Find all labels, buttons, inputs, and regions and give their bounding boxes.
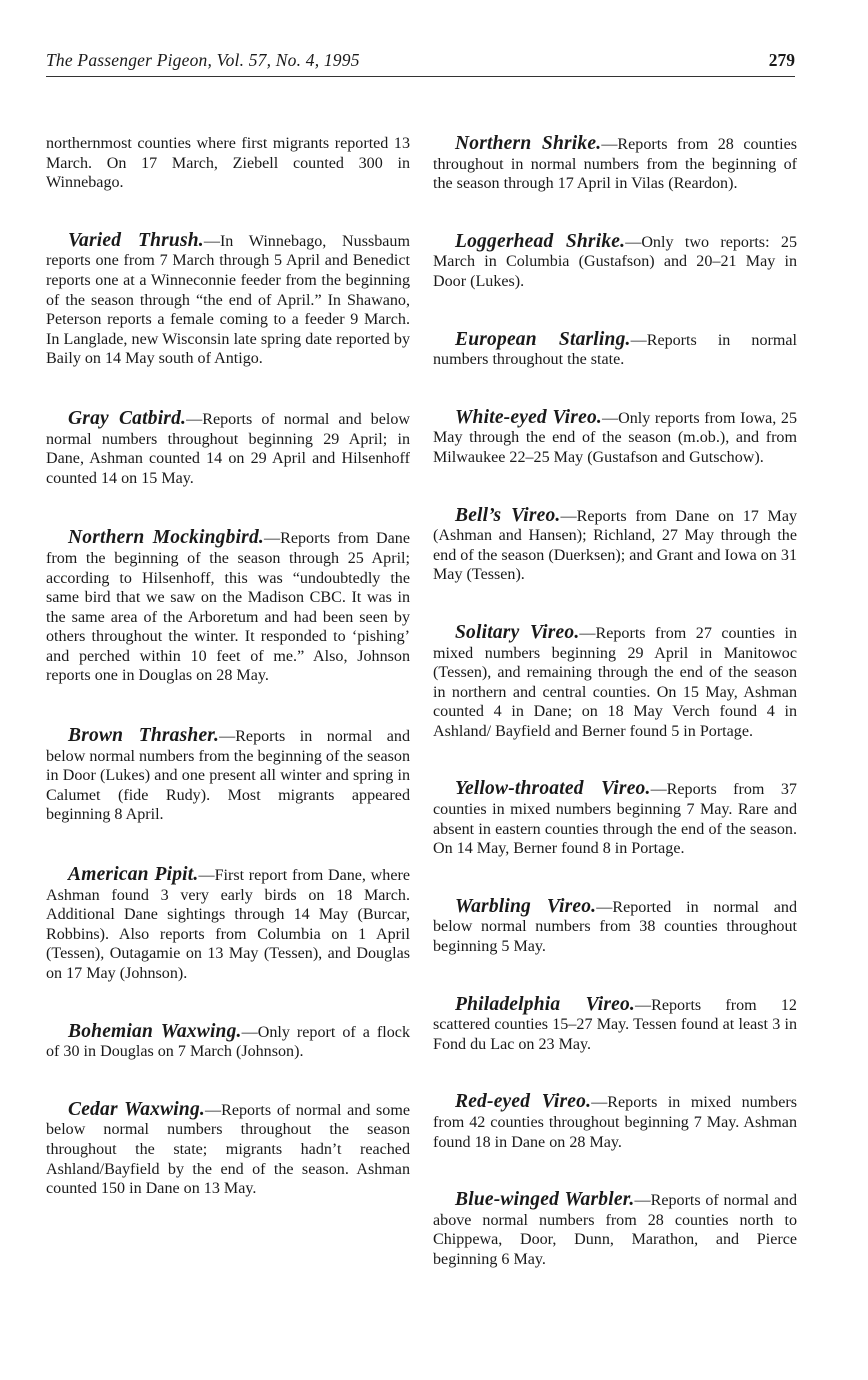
species-name: Bell’s Vireo. (455, 504, 561, 526)
species-name: American Pipit. (68, 864, 199, 886)
entry-text: —Reports of normal and some below normal numbers throughout the season throughout the state; migrants hadn’t reached Ashland/Bayfield by the end of the season. Ashman counted 150 in Dane on 13 May. (46, 1101, 411, 1198)
species-name: Bohemian Waxwing. (68, 1020, 242, 1042)
entry-text: —Reports from 37 counties in mixed numbers beginning 7 May. Rare and absent in eastern counties through the end of the season. On 14 May, Berner found 8 in Portage. (433, 781, 797, 858)
entry-text: —First report from Dane, where Ashman found 3 very early birds on 18 March. Additional Dane sightings through 14 May (Burcar, Robbins). Also reports from Columbia on 1 April (Tessen), Outagamie on 13 May (Tessen), and Douglas on 17 May (Johnson). (46, 867, 411, 982)
species-entry-white-eyed-vireo (433, 408, 797, 468)
species-name: White-eyed Vireo. (455, 406, 602, 428)
entry-text: —Reports of normal and above normal numbers from 28 counties north to Chippewa, Door, Dunn, Marathon, and Pierce beginning 6 May. (433, 1192, 797, 1268)
entry-text: —Reports of normal and below normal numbers throughout beginning 29 April; in Dane, Ashman counted 14 on 29 April and Hilsenhoff counted 14 on 15 May. (46, 410, 410, 487)
species-name: Gray Catbird. (68, 407, 187, 429)
right-column (433, 134, 797, 1308)
species-entry-continued (46, 134, 410, 193)
entry-text: —Reports from 28 counties throughout in normal numbers from the beginning of the season through 17 April in Vilas (Reardon). (433, 136, 797, 193)
entry-text: northernmost counties where first migrants reported 13 March. On 17 March, Ziebell counted 300 in Winnebago. (46, 135, 410, 192)
species-name: Northern Shrike. (455, 133, 602, 154)
species-entry-philadelphia-vireo (433, 995, 797, 1055)
species-entry-gray-catbird (46, 409, 410, 488)
entry-text: —Reported in normal and below normal numbers from 38 counties throughout beginning 5 May. (433, 898, 797, 956)
species-name: Philadelphia Vireo. (455, 993, 636, 1015)
species-entry-solitary-vireo (433, 623, 797, 742)
species-entry-northern-shrike (433, 134, 797, 194)
entry-text: —In Winnebago, Nussbaum reports one from 7 March through 5 April and Benedict reports one at a Winneconnie feeder from the beginning of the season through “the end of April.” In Shawano, Peterson reports a female coming to a feeder 9 March. In Langlade, new Wisconsin late spring date reported by Baily on 14 May south of Antigo. (46, 232, 410, 368)
species-entry-bohemian-waxwing (46, 1022, 410, 1062)
species-name: Red-eyed Vireo. (455, 1091, 592, 1113)
species-entry-cedar-waxwing (46, 1100, 410, 1199)
entry-text: —Reports in normal numbers throughout the state. (433, 331, 797, 369)
entry-text: —Reports in normal and below normal numbers from the beginning of the season in Door (Lukes) and one present all winter and spring in Calumet (fide Rudy). Most migrants appeared beginning 8 April. (46, 728, 410, 824)
species-entry-bells-vireo (433, 506, 797, 585)
species-name: Brown Thrasher. (68, 725, 220, 747)
species-name: European Starling. (455, 328, 631, 350)
species-name: Northern Mockingbird. (68, 527, 265, 549)
header-rule (46, 76, 795, 77)
entry-text: —Reports from Dane on 17 May (Ashman and Hansen); Richland, 27 May through the end of the season (Duerksen); and Grant and Iowa on 31 May (Tessen). (433, 507, 798, 584)
species-entry-blue-winged-warbler (433, 1190, 797, 1269)
species-entry-loggerhead-shrike (433, 232, 797, 292)
entry-text: —Reports from Dane from the beginning of the season through 25 April; according to Hilsenhoff, this was “undoubtedly the same bird that we saw on the Madison CBC. It was in the same area of the Arboretum and had been seen by others throughout the winter. It responded to ‘pishing’ and perched within 10 feet of me.” Also, Johnson reports one in Douglas on 28 May. (46, 530, 410, 685)
species-name: Yellow-throated Vireo. (455, 778, 651, 800)
entry-text: —Only two reports: 25 March in Columbia (Gustafson) and 20–21 May in Door (Lukes). (433, 233, 798, 290)
entry-text: —Reports from 27 counties in mixed numbers beginning 29 April in Manitowoc (Tessen), and remaining through the end of the season in northern and central counties. On 15 May, Ashman counted 4 in Dane; on 18 May Verch found 4 in Ashland/ Bayfield and Berner found 5 in Portage. (433, 624, 797, 740)
species-entry-red-eyed-vireo (433, 1092, 797, 1152)
species-entry-varied-thrush (46, 231, 410, 369)
species-entry-northern-mockingbird (46, 528, 410, 686)
species-name: Warbling Vireo. (455, 895, 597, 917)
species-name: Varied Thrush. (68, 229, 204, 251)
species-entry-american-pipit (46, 865, 410, 984)
species-name: Solitary Vireo. (455, 621, 580, 643)
entry-text: —Reports from 12 scattered counties 15–27 May. Tessen found at least 3 in Fond du Lac on 23 May. (433, 996, 797, 1053)
species-entry-european-starling (433, 330, 797, 370)
page-number: 279 (768, 50, 795, 70)
species-entry-yellow-throated-vireo (433, 779, 797, 858)
left-column (46, 134, 410, 1237)
species-entry-warbling-vireo (433, 897, 797, 957)
running-head (46, 50, 795, 71)
species-entry-brown-thrasher (46, 726, 410, 825)
entry-text: —Only report of a flock of 30 in Douglas on 7 March (Johnson). (46, 1023, 410, 1061)
species-name: Cedar Waxwing. (68, 1098, 205, 1120)
species-name: Loggerhead Shrike. (455, 230, 626, 252)
entry-text: —Reports in mixed numbers from 42 counties throughout beginning 7 May. Ashman found 18 in Dane on 28 May. (433, 1094, 797, 1151)
entry-text: —Only reports from Iowa, 25 May through the end of the season (m.ob.), and from Milwaukee 22–25 May (Gustafson and Gutschow). (433, 409, 798, 466)
species-name: Blue-winged Warbler. (455, 1189, 635, 1211)
journal-title: The Passenger Pigeon, Vol. 57, No. 4, 1995 (46, 50, 360, 70)
